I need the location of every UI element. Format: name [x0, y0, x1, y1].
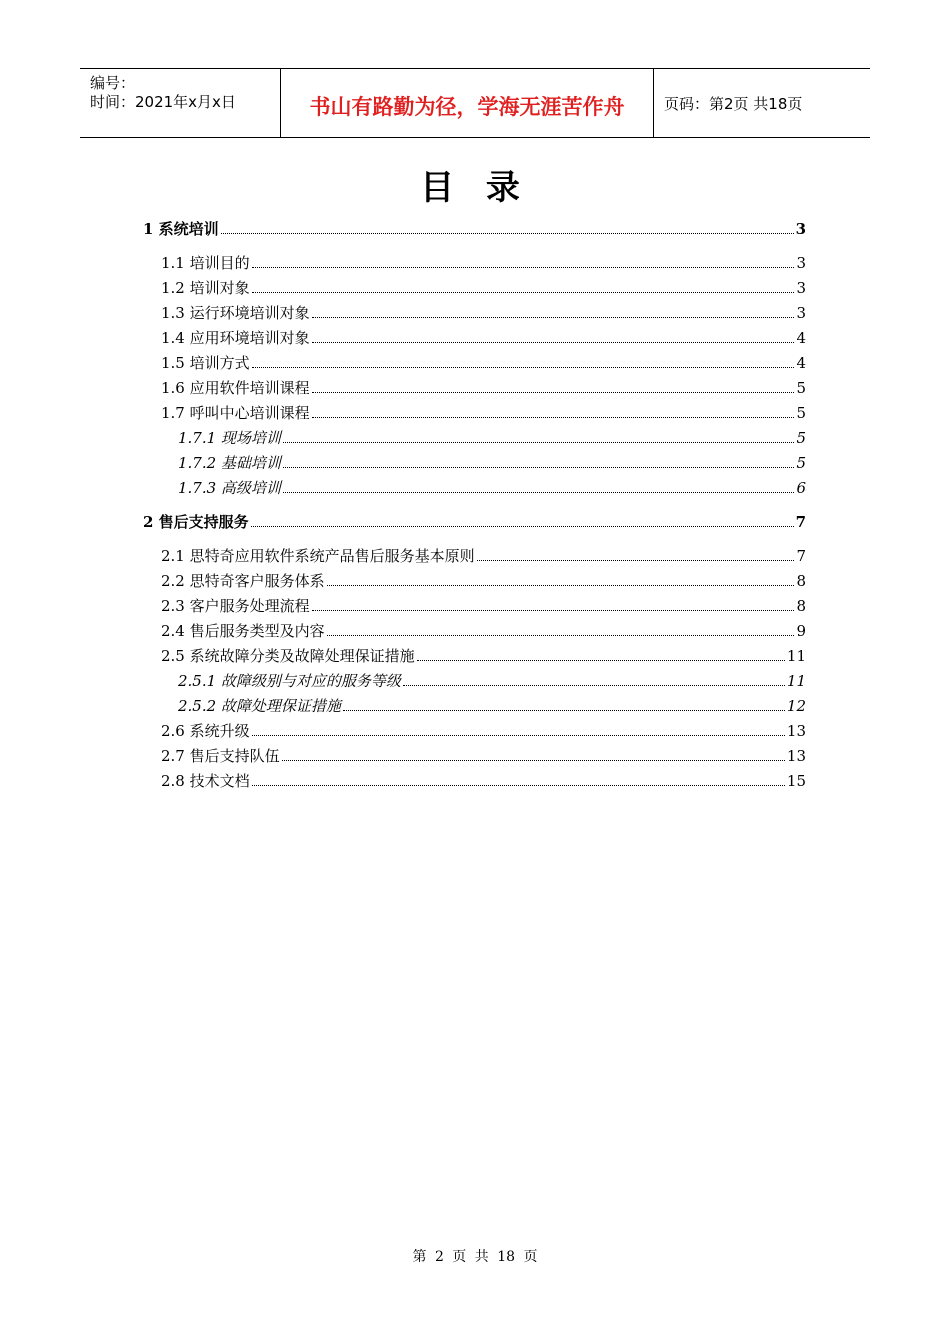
toc-entry-page: 5: [796, 404, 806, 422]
toc-leader-dots: [252, 735, 785, 736]
toc-entry[interactable]: [143, 452, 806, 477]
toc-entry-label: 1.7.1 现场培训: [178, 429, 281, 447]
toc-entry-page: 12: [786, 697, 806, 715]
toc-entry-page: 3: [796, 304, 806, 322]
header-number: 编号：: [90, 74, 136, 92]
toc-entry[interactable]: [143, 695, 806, 720]
toc-entry[interactable]: [143, 327, 806, 352]
toc-entry-page: 8: [796, 597, 806, 615]
toc-entry-label: 1.1 培训目的: [161, 254, 250, 272]
toc-entry-label: 1.3 运行环境培训对象: [161, 304, 310, 322]
toc-leader-dots: [312, 610, 795, 611]
toc-leader-dots: [312, 417, 795, 418]
toc-leader-dots: [252, 367, 795, 368]
toc-entry[interactable]: [143, 277, 806, 302]
page-header: [80, 68, 870, 138]
toc-entry-label: 2.3 客户服务处理流程: [161, 597, 310, 615]
header-motto: 书山有路勤为径，学海无涯苦作舟: [309, 95, 625, 119]
table-of-contents: [143, 218, 806, 795]
toc-leader-dots: [312, 392, 795, 393]
toc-entry[interactable]: [143, 402, 806, 427]
toc-entry-label: 2.6 系统升级: [161, 722, 250, 740]
toc-entry-page: 5: [796, 379, 806, 397]
toc-title: 目 录: [420, 168, 530, 208]
toc-entry-label: 1.6 应用软件培训课程: [161, 379, 310, 397]
toc-entry-page: 6: [796, 479, 806, 497]
toc-leader-dots: [312, 317, 795, 318]
header-motto-cell: [281, 69, 654, 137]
toc-entry-label: 1.5 培训方式: [161, 354, 250, 372]
toc-entry[interactable]: [143, 770, 806, 795]
toc-entry-label: 2.4 售后服务类型及内容: [161, 622, 325, 640]
toc-leader-dots: [283, 467, 795, 468]
toc-entry[interactable]: [143, 645, 806, 670]
toc-entry-page: 7: [796, 547, 806, 565]
toc-leader-dots: [327, 585, 795, 586]
toc-entry-label: 1 系统培训: [143, 220, 219, 238]
toc-entry-page: 4: [796, 329, 806, 347]
toc-entry-label: 2.5.2 故障处理保证措施: [178, 697, 341, 715]
toc-entry-page: 13: [786, 722, 806, 740]
toc-leader-dots: [283, 442, 795, 443]
toc-entry[interactable]: [143, 720, 806, 745]
toc-leader-dots: [252, 785, 785, 786]
toc-entry[interactable]: [143, 302, 806, 327]
toc-entry-label: 2.1 思特奇应用软件系统产品售后服务基本原则: [161, 547, 475, 565]
toc-entry-label: 1.4 应用环境培训对象: [161, 329, 310, 347]
toc-leader-dots: [283, 492, 795, 493]
toc-entry-page: 11: [786, 672, 806, 690]
toc-leader-dots: [282, 760, 785, 761]
toc-entry-page: 8: [796, 572, 806, 590]
toc-entry[interactable]: [143, 352, 806, 377]
toc-entry[interactable]: [143, 620, 806, 645]
toc-entry-label: 2.7 售后支持队伍: [161, 747, 280, 765]
header-date: 时间：2021年x月x日: [90, 93, 236, 111]
toc-entry[interactable]: [143, 252, 806, 277]
toc-entry-label: 2 售后支持服务: [143, 513, 249, 531]
toc-entry-page: 3: [796, 254, 806, 272]
toc-entry-label: 1.2 培训对象: [161, 279, 250, 297]
toc-leader-dots: [251, 526, 794, 527]
toc-leader-dots: [343, 710, 785, 711]
toc-entry-page: 7: [795, 513, 806, 531]
header-meta: [80, 69, 281, 137]
toc-entry[interactable]: [143, 218, 806, 244]
toc-entry-page: 3: [795, 220, 806, 238]
toc-entry[interactable]: [143, 570, 806, 595]
toc-leader-dots: [417, 660, 785, 661]
toc-entry-page: 5: [796, 429, 806, 447]
toc-entry[interactable]: [143, 745, 806, 770]
toc-entry[interactable]: [143, 477, 806, 502]
toc-entry[interactable]: [143, 377, 806, 402]
toc-entry-label: 2.5.1 故障级别与对应的服务等级: [178, 672, 401, 690]
toc-entry-page: 4: [796, 354, 806, 372]
toc-entry[interactable]: [143, 670, 806, 695]
toc-leader-dots: [221, 233, 794, 234]
header-page-info: 页码：第2页 共18页: [664, 94, 803, 113]
toc-leader-dots: [252, 292, 795, 293]
toc-leader-dots: [403, 685, 785, 686]
toc-leader-dots: [252, 267, 795, 268]
toc-leader-dots: [477, 560, 795, 561]
page-footer: 第 2 页 共 18 页: [412, 1249, 538, 1265]
toc-entry-label: 1.7.3 高级培训: [178, 479, 281, 497]
toc-entry-page: 15: [786, 772, 806, 790]
toc-entry[interactable]: [143, 427, 806, 452]
toc-entry-label: 1.7 呼叫中心培训课程: [161, 404, 310, 422]
toc-entry-label: 2.5 系统故障分类及故障处理保证措施: [161, 647, 415, 665]
toc-leader-dots: [327, 635, 795, 636]
toc-entry-label: 2.2 思特奇客户服务体系: [161, 572, 325, 590]
toc-entry-page: 13: [786, 747, 806, 765]
toc-entry-page: 3: [796, 279, 806, 297]
toc-entry-label: 1.7.2 基础培训: [178, 454, 281, 472]
toc-entry-page: 11: [786, 647, 806, 665]
toc-entry-page: 5: [796, 454, 806, 472]
toc-gap: [143, 502, 806, 511]
toc-entry[interactable]: [143, 545, 806, 570]
toc-entry-page: 9: [796, 622, 806, 640]
toc-entry-label: 2.8 技术文档: [161, 772, 250, 790]
toc-entry[interactable]: [143, 595, 806, 620]
toc-leader-dots: [312, 342, 795, 343]
toc-entry[interactable]: [143, 511, 806, 537]
